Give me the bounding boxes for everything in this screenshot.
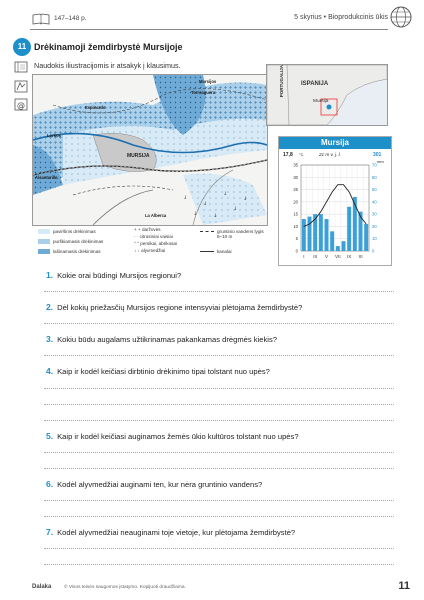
precip-bar — [325, 219, 329, 251]
book-icon — [32, 12, 50, 24]
precip-bar — [359, 212, 363, 251]
month-tick-label: V — [324, 254, 329, 259]
legend-sprinkler — [38, 239, 103, 244]
map-label-torreaguera: Torreaguera — [191, 90, 216, 95]
map-label-lorca: Lorkos — [47, 133, 61, 138]
precip-bar — [336, 246, 340, 251]
legend-label: citrusiniai vaisiai — [139, 234, 173, 239]
answer-line[interactable] — [44, 500, 394, 501]
precip-bar — [347, 207, 351, 251]
map-label-espinardo: Espinardo — [85, 105, 106, 110]
question-text: Dėl kokių priežasčių Mursijos regione intensyviai plėtojama žemdirbystė? — [57, 303, 303, 312]
temp-tick-label: 15 — [293, 211, 298, 217]
climate-precip: 301 — [373, 152, 382, 158]
question-6 — [46, 479, 262, 489]
lesson-number: 11 — [17, 42, 27, 51]
header-section: 5 skyrius • Bioprodukcinis ūkis — [294, 14, 388, 21]
answer-line[interactable] — [44, 291, 394, 292]
answer-line[interactable] — [44, 516, 394, 517]
question-7 — [46, 527, 295, 537]
precip-tick-label: 30 — [372, 211, 377, 217]
svg-text:@: @ — [17, 101, 25, 110]
month-tick-label: I — [303, 254, 305, 259]
lesson-number-badge — [13, 38, 31, 56]
question-4 — [46, 366, 270, 376]
question-text: Kodėl alyvmedžiai neauginami toje vietoje, kur plėtojama žemdirbystė? — [57, 528, 296, 537]
answer-line[interactable] — [44, 388, 394, 389]
answer-line[interactable] — [44, 548, 394, 549]
precip-tick-label: 60 — [372, 174, 377, 180]
map-label-city: MURSIJA — [127, 153, 150, 159]
svg-text:↓: ↓ — [203, 201, 208, 207]
inset-neighbour-label: PORTUGALIJA — [279, 65, 284, 98]
question-number: 1. — [46, 270, 54, 280]
svg-text:↓: ↓ — [183, 195, 188, 201]
question-text: Kaip ir kodėl keičiasi dirbtinio drėkinimo tipai tolstant nuo upės? — [57, 367, 270, 376]
plus-icon: + + — [134, 227, 141, 232]
question-number: 4. — [46, 366, 54, 376]
question-text: Kaip ir kodėl keičiasi auginamos žemės ūkio kultūros tolstant nuo upės? — [57, 432, 299, 441]
legend-swatch — [38, 239, 50, 244]
legend-surface — [38, 229, 96, 234]
legend-swatch — [38, 249, 50, 254]
notebook-icon — [14, 60, 28, 72]
inset-country-label: ISPANIJA — [301, 81, 329, 87]
question-number: 7. — [46, 527, 54, 537]
irrigation-map — [32, 74, 268, 226]
legend-label: paviršinis drėkinimas — [53, 229, 96, 234]
climate-title: Mursija — [320, 138, 349, 147]
svg-text:↓: ↓ — [243, 196, 248, 202]
question-3 — [46, 334, 277, 344]
temp-tick-label: 30 — [293, 174, 298, 180]
header-rule — [30, 29, 388, 30]
precip-tick-label: 40 — [372, 199, 377, 205]
lesson-instruction: Naudokis iliustracijomis ir atsakyk į klausimus. — [34, 61, 181, 70]
climate-chart — [278, 136, 392, 266]
map-tool-icon — [14, 80, 28, 93]
at-sign-icon — [14, 98, 28, 111]
precip-tick-label: 10 — [372, 236, 377, 242]
map-label-murcia-road: Mursijos — [199, 79, 217, 84]
circle-icon: ° ° — [134, 241, 139, 246]
answer-line[interactable] — [44, 420, 394, 421]
legend-olive — [134, 248, 165, 253]
legend-label: purškiamasis drėkinimas — [53, 239, 104, 244]
climate-elev: 21 m v. j. l. — [319, 152, 341, 157]
question-number: 6. — [46, 479, 54, 489]
legend-label: alyvmedžiai — [141, 248, 166, 253]
svg-text:↓: ↓ — [223, 191, 228, 197]
precip-tick-label: 50 — [372, 187, 377, 193]
month-tick-label: VII — [335, 254, 341, 259]
dot-icon: · · — [134, 234, 139, 239]
temp-tick-label: 20 — [293, 199, 298, 205]
precip-tick-label: 70 — [372, 162, 377, 168]
question-5 — [46, 431, 299, 441]
question-text: Kokiu būdu augalams užtikrinamas pakankamas drėgmės kiekis? — [57, 335, 278, 344]
answer-line[interactable] — [44, 355, 394, 356]
legend-label: daržovės — [141, 227, 161, 232]
answer-line[interactable] — [44, 404, 394, 405]
precip-tick-label: 20 — [372, 223, 377, 229]
answer-line[interactable] — [44, 452, 394, 453]
question-text: Kodėl alyvmedžiai auginami ten, kur nėra gruntinio vandens? — [57, 480, 263, 489]
legend-vegetables — [134, 227, 161, 232]
svg-text:↓: ↓ — [193, 211, 198, 217]
question-text: Kokie orai būdingi Mursijos regionui? — [57, 271, 182, 280]
question-2 — [46, 302, 302, 312]
lesson-title: Drėkinamoji žemdirbystė Mursijoje — [34, 42, 183, 52]
legend-label: persikai, abrikosai — [140, 241, 178, 246]
question-number: 2. — [46, 302, 54, 312]
legend-label: lašinamasis drėkinimas — [53, 249, 101, 254]
answer-line[interactable] — [44, 323, 394, 324]
precip-bar — [364, 224, 368, 251]
climate-temp: 17,8 — [283, 152, 293, 158]
month-tick-label: IX — [346, 254, 352, 259]
temp-tick-label: 25 — [293, 187, 298, 193]
legend-label: gruntinio vandens lygis 5–10 m — [217, 229, 264, 239]
precip-bar — [302, 219, 306, 251]
temp-tick-label: 0 — [295, 248, 298, 254]
legend-drip — [38, 249, 101, 254]
temp-tick-label: 5 — [295, 236, 298, 242]
map-label-alberca: La Alberca — [145, 213, 167, 218]
canal-line-icon — [200, 251, 214, 252]
question-number: 5. — [46, 431, 54, 441]
answer-line[interactable] — [44, 468, 394, 469]
arrow-icon: ↓ ↓ — [134, 248, 140, 253]
legend-peach — [134, 241, 177, 246]
svg-text:↓: ↓ — [213, 213, 218, 219]
question-number: 3. — [46, 334, 54, 344]
legend-canals — [200, 249, 232, 254]
dashed-line-icon — [200, 231, 214, 232]
month-tick-label: XI — [358, 254, 363, 259]
header-pages: 147–148 p. — [54, 15, 87, 22]
temp-tick-label: 10 — [293, 223, 298, 229]
precip-bar — [342, 241, 346, 251]
month-tick-label: III — [313, 254, 318, 259]
climate-precip-unit: mm — [377, 159, 384, 164]
page-number: 11 — [398, 580, 410, 592]
map-label-alcantarilla: Alcantarilla — [35, 175, 58, 180]
precip-tick-label: 0 — [372, 248, 375, 254]
svg-text:↓: ↓ — [233, 206, 238, 212]
globe-icon — [390, 6, 412, 28]
legend-citrus — [134, 234, 173, 239]
footer-copyright: © Visos teisės saugomos įstatymo. Kopijuoti draudžiama. — [64, 585, 186, 590]
inset-map — [266, 64, 388, 126]
legend-groundwater — [200, 229, 265, 239]
precip-bar — [330, 231, 334, 251]
map-legend — [34, 227, 266, 267]
legend-swatch — [38, 229, 50, 234]
precip-bar — [319, 214, 323, 251]
climate-plot — [279, 137, 391, 265]
answer-line[interactable] — [44, 564, 394, 565]
climate-temp-unit: °C — [299, 152, 304, 157]
temp-tick-label: 35 — [293, 162, 298, 168]
precip-bar — [308, 217, 312, 251]
question-1 — [46, 270, 181, 280]
footer-brand: Dalaka — [32, 584, 52, 590]
legend-label: kanalai — [217, 249, 232, 254]
inset-city-label: Mursija — [313, 99, 329, 104]
